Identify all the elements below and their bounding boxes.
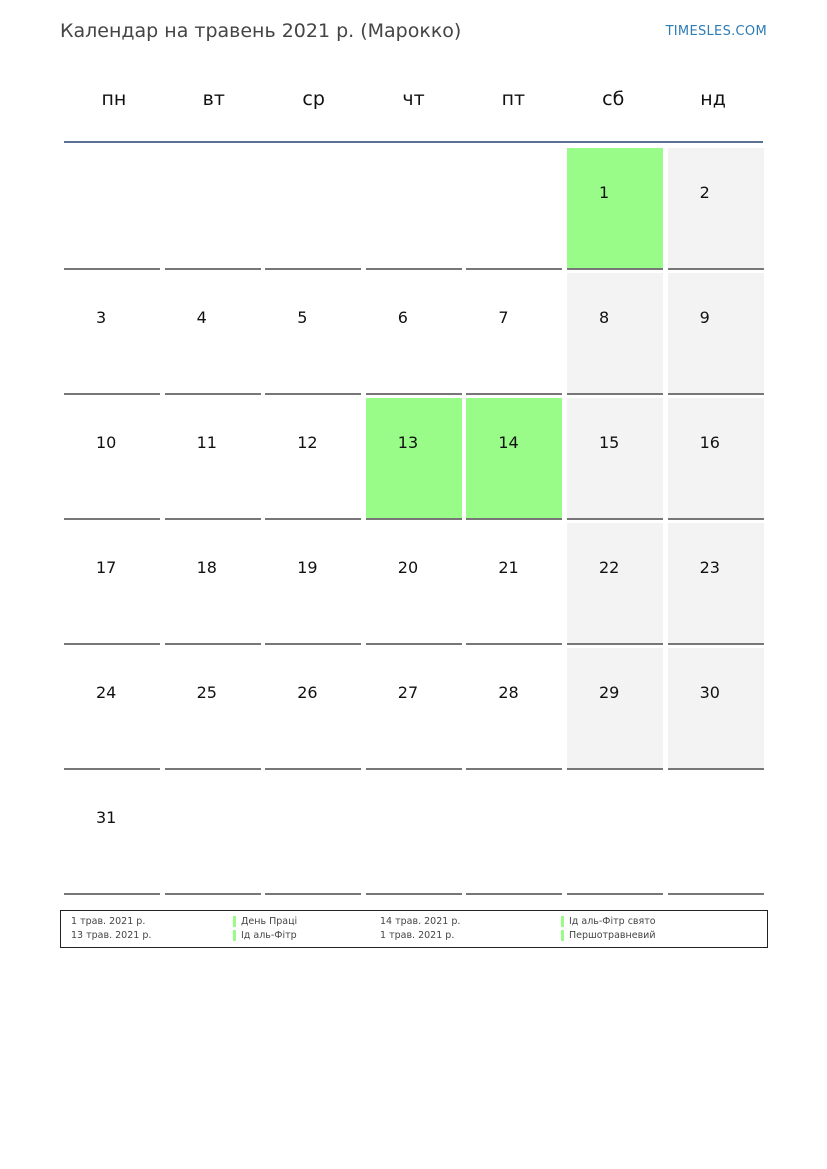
- day-number: 3: [96, 308, 107, 327]
- holiday-color-marker: [233, 916, 236, 927]
- day-number: 29: [598, 683, 620, 702]
- day-cell: [668, 273, 764, 395]
- day-number: 12: [297, 433, 318, 452]
- weekday-label: пт: [501, 88, 526, 110]
- day-cell: [64, 523, 160, 645]
- legend-holiday-name: День Праці: [241, 916, 298, 927]
- empty-day-cell: [668, 773, 764, 895]
- day-cell: [567, 523, 663, 645]
- holiday-day-cell: [567, 148, 663, 270]
- day-cell: [466, 523, 562, 645]
- holiday-day-cell: [366, 398, 462, 520]
- calendar-week-row: [64, 273, 764, 398]
- weekday-label: пн: [101, 88, 127, 110]
- day-number: 6: [397, 308, 408, 327]
- day-cell: [165, 273, 261, 395]
- day-number: 10: [96, 433, 117, 452]
- day-number: 19: [297, 558, 318, 577]
- day-number: 22: [598, 558, 620, 577]
- empty-day-cell: [265, 773, 361, 895]
- header-divider: [64, 141, 763, 143]
- day-cell: [64, 398, 160, 520]
- day-number: 7: [498, 308, 509, 327]
- page-title: Календар на травень 2021 р. (Марокко): [60, 20, 462, 42]
- day-cell: [567, 273, 663, 395]
- weekday-header: [64, 88, 763, 118]
- day-number: 9: [699, 308, 710, 327]
- empty-day-cell: [165, 148, 261, 270]
- day-number: 30: [699, 683, 720, 702]
- legend-holiday-name: Ід аль-Фітр: [241, 930, 297, 941]
- day-cell: [668, 148, 764, 270]
- day-cell: [265, 648, 361, 770]
- legend-date: 13 трав. 2021 р.: [71, 930, 152, 941]
- empty-day-cell: [165, 773, 261, 895]
- brand-link[interactable]: TIMESLES.COM: [665, 24, 767, 39]
- calendar-week-row: [64, 148, 764, 273]
- day-cell: [366, 273, 462, 395]
- day-cell: [64, 648, 160, 770]
- holiday-color-marker: [561, 916, 564, 927]
- day-number: 5: [297, 308, 308, 327]
- calendar-week-row: [64, 773, 764, 898]
- calendar-week-row: [64, 648, 764, 773]
- calendar-week-row: [64, 398, 764, 523]
- weekday-label: нд: [700, 88, 726, 110]
- day-number: 24: [96, 683, 117, 702]
- day-number: 17: [96, 558, 117, 577]
- empty-day-cell: [466, 148, 562, 270]
- holiday-legend: [60, 910, 768, 948]
- empty-day-cell: [366, 773, 462, 895]
- empty-day-cell: [64, 148, 160, 270]
- day-number: 26: [297, 683, 318, 702]
- calendar-grid: [64, 148, 764, 898]
- day-cell: [265, 398, 361, 520]
- day-cell: [165, 523, 261, 645]
- day-cell: [668, 398, 764, 520]
- legend-date: 1 трав. 2021 р.: [380, 930, 455, 941]
- day-cell: [366, 648, 462, 770]
- day-number: 23: [699, 558, 720, 577]
- weekday-label: вт: [202, 88, 225, 110]
- holiday-day-cell: [466, 398, 562, 520]
- day-number: 31: [96, 808, 117, 827]
- empty-day-cell: [466, 773, 562, 895]
- day-cell: [466, 273, 562, 395]
- weekday-label: чт: [402, 88, 425, 110]
- weekday-label: ср: [302, 88, 325, 110]
- day-number: 1: [598, 183, 610, 202]
- day-cell: [668, 648, 764, 770]
- legend-holiday-name: Першотравневий: [569, 930, 656, 941]
- day-cell: [466, 648, 562, 770]
- day-number: 16: [699, 433, 720, 452]
- day-number: 25: [196, 683, 217, 702]
- day-cell: [668, 523, 764, 645]
- day-number: 14: [498, 433, 519, 452]
- holiday-color-marker: [561, 930, 564, 941]
- empty-day-cell: [366, 148, 462, 270]
- day-number: 28: [498, 683, 519, 702]
- weekday-label: сб: [602, 88, 625, 110]
- day-number: 4: [196, 308, 207, 327]
- legend-holiday-name: Ід аль-Фітр свято: [569, 916, 656, 927]
- day-cell: [165, 648, 261, 770]
- day-number: 21: [498, 558, 519, 577]
- day-cell: [64, 773, 160, 895]
- calendar-week-row: [64, 523, 764, 648]
- day-cell: [265, 273, 361, 395]
- day-number: 15: [598, 433, 620, 452]
- day-cell: [567, 398, 663, 520]
- day-number: 20: [397, 558, 419, 577]
- empty-day-cell: [265, 148, 361, 270]
- day-number: 2: [699, 183, 710, 202]
- day-number: 11: [196, 433, 217, 452]
- holiday-color-marker: [233, 930, 236, 941]
- day-cell: [366, 523, 462, 645]
- empty-day-cell: [567, 773, 663, 895]
- day-number: 27: [397, 683, 419, 702]
- day-cell: [567, 648, 663, 770]
- day-cell: [265, 523, 361, 645]
- day-number: 8: [598, 308, 610, 327]
- day-number: 13: [397, 433, 419, 452]
- day-cell: [165, 398, 261, 520]
- legend-date: 14 трав. 2021 р.: [380, 916, 461, 927]
- day-number: 18: [196, 558, 217, 577]
- day-cell: [64, 273, 160, 395]
- legend-date: 1 трав. 2021 р.: [71, 916, 146, 927]
